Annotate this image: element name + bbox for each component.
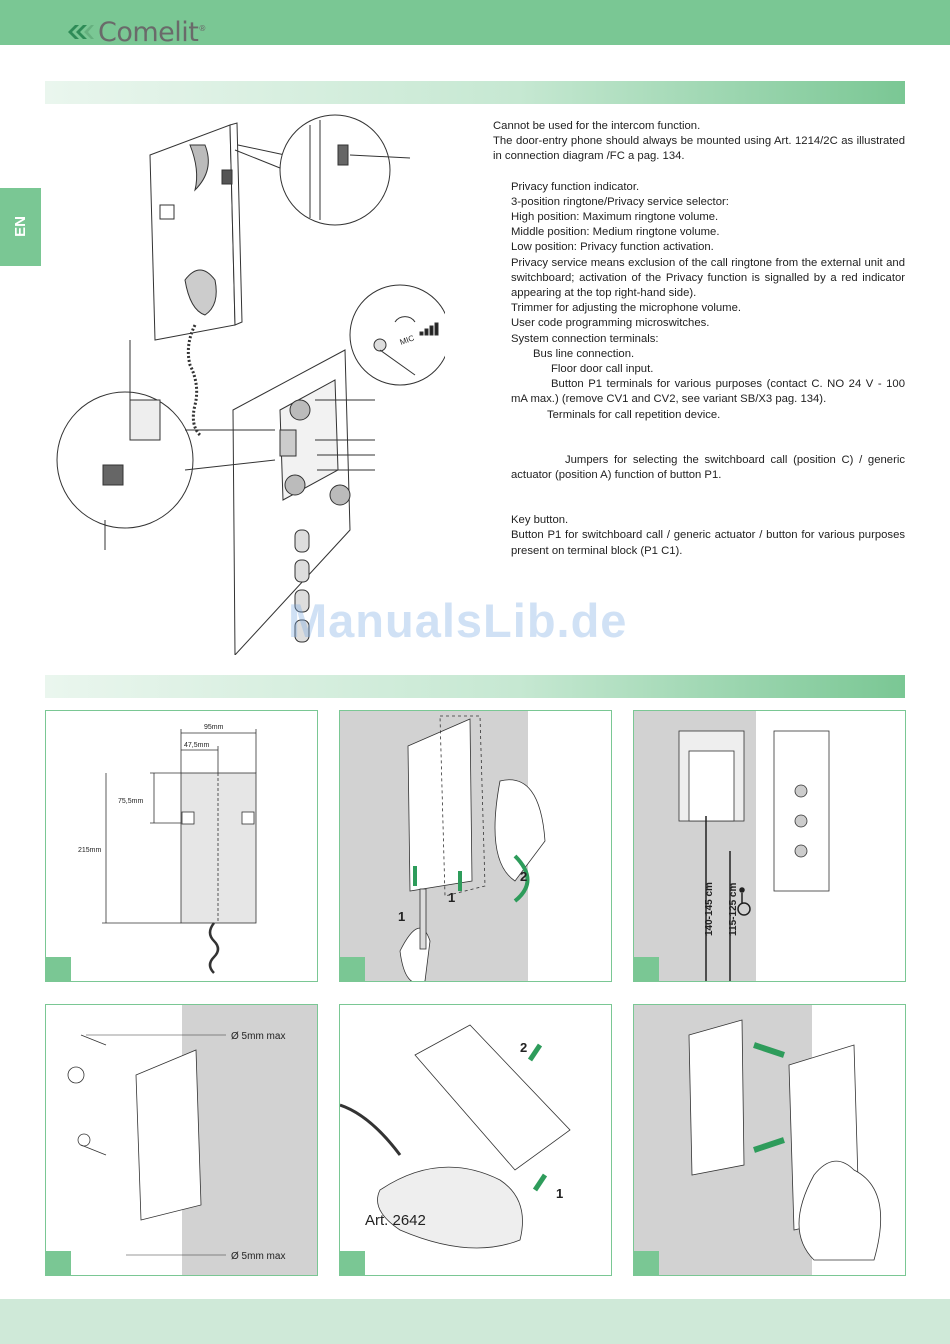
- panel-wall-fixing: [45, 1004, 318, 1276]
- wheelchair-icon: [738, 888, 750, 915]
- panel-corner-marker: [46, 1251, 71, 1275]
- mic-label: MIC: [398, 333, 416, 347]
- height-accessible: 115-125 cm: [728, 882, 739, 936]
- jumpers-text: Jumpers for selecting the switchboard call (position C) / generic actuator (position A) function of button P1.: [511, 453, 905, 482]
- button-p1-text: Button P1 for switchboard call / generic actuator / button for various purposes present on terminal block (P1 C1).: [511, 529, 905, 557]
- hole-size-bottom: Ø 5mm max: [231, 1251, 286, 1262]
- desk-step-1: 1: [556, 1186, 564, 1201]
- section-band-1: [45, 81, 905, 104]
- panel-opening: [339, 710, 612, 982]
- brand-logo: [66, 18, 206, 46]
- opening-step-1b: 1: [448, 890, 456, 905]
- opening-step-1: 1: [398, 909, 406, 924]
- dim-top-offset: 75,5mm: [118, 798, 144, 805]
- item-trimmer: Trimmer for adjusting the microphone volume.: [511, 302, 742, 315]
- item-privacy-indicator: Privacy function indicator.: [511, 180, 640, 193]
- dim-width: 95mm: [204, 724, 224, 731]
- phone-exploded-diagram: [55, 110, 445, 655]
- key-button-text: Key button.: [511, 514, 569, 527]
- panel-mounting-height: [633, 710, 906, 982]
- dim-half-width: 47,5mm: [184, 742, 210, 749]
- item-terminals: System connection terminals:: [511, 332, 659, 345]
- panel-dimensions: [45, 710, 318, 982]
- intro-line-2: The door-entry phone should always be mounted using Art. 1214/2C as illustrated in connection diagram /FC a pag. 134.: [493, 135, 905, 163]
- desk-article-label: Art. 2642: [365, 1212, 426, 1229]
- watermark: ManualsLib.de: [288, 594, 628, 647]
- hole-size-top: Ø 5mm max: [231, 1031, 286, 1042]
- terminal-p1: Button P1 terminals for various purposes (contact C. NO 24 V - 100 mA max.) (remove CV1 and CV2, see variant SB/X3 pag. 134).: [511, 378, 905, 406]
- terminal-repetition: Terminals for call repetition device.: [547, 408, 721, 421]
- item-microswitches: User code programming microswitches.: [511, 317, 710, 330]
- panel-desk-mount: [339, 1004, 612, 1276]
- opening-step-2: 2: [520, 869, 528, 884]
- item-high: High position: Maximum ringtone volume.: [511, 211, 719, 224]
- indicator-zoom: [280, 115, 410, 225]
- intro-line-1: Cannot be used for the intercom function.: [493, 120, 701, 132]
- height-standard: 140-145 cm: [704, 882, 715, 936]
- description-text: [493, 119, 905, 559]
- section-band-2: [45, 675, 905, 698]
- terminal-floor-door: Floor door call input.: [551, 363, 654, 376]
- comelit-mark-icon: [66, 21, 94, 43]
- panel-corner-marker: [340, 957, 365, 981]
- desk-step-2: 2: [520, 1040, 528, 1055]
- panel-closing: [633, 1004, 906, 1276]
- handset-illustration: [150, 123, 242, 435]
- panel-corner-marker: [340, 1251, 365, 1275]
- brand-name: Comelit®: [98, 16, 206, 48]
- item-selector: 3-position ringtone/Privacy service selector:: [511, 195, 729, 208]
- panel-corner-marker: [634, 1251, 659, 1275]
- item-low: Low position: Privacy function activation.: [511, 241, 714, 254]
- panel-corner-marker: [46, 957, 71, 981]
- terminal-bus: Bus line connection.: [533, 347, 635, 360]
- language-tab: EN: [0, 188, 41, 266]
- item-privacy-service: Privacy service means exclusion of the call ringtone from the external unit and switchboard; activation of the Privacy function is signalled by a red indicator appearing at the top right-hand side).: [511, 256, 905, 300]
- footer-bar: [0, 1299, 950, 1344]
- item-middle: Middle position: Medium ringtone volume.: [511, 226, 720, 239]
- mic-trimmer-zoom: [350, 285, 445, 385]
- dim-height: 215mm: [78, 847, 102, 854]
- panel-corner-marker: [634, 957, 659, 981]
